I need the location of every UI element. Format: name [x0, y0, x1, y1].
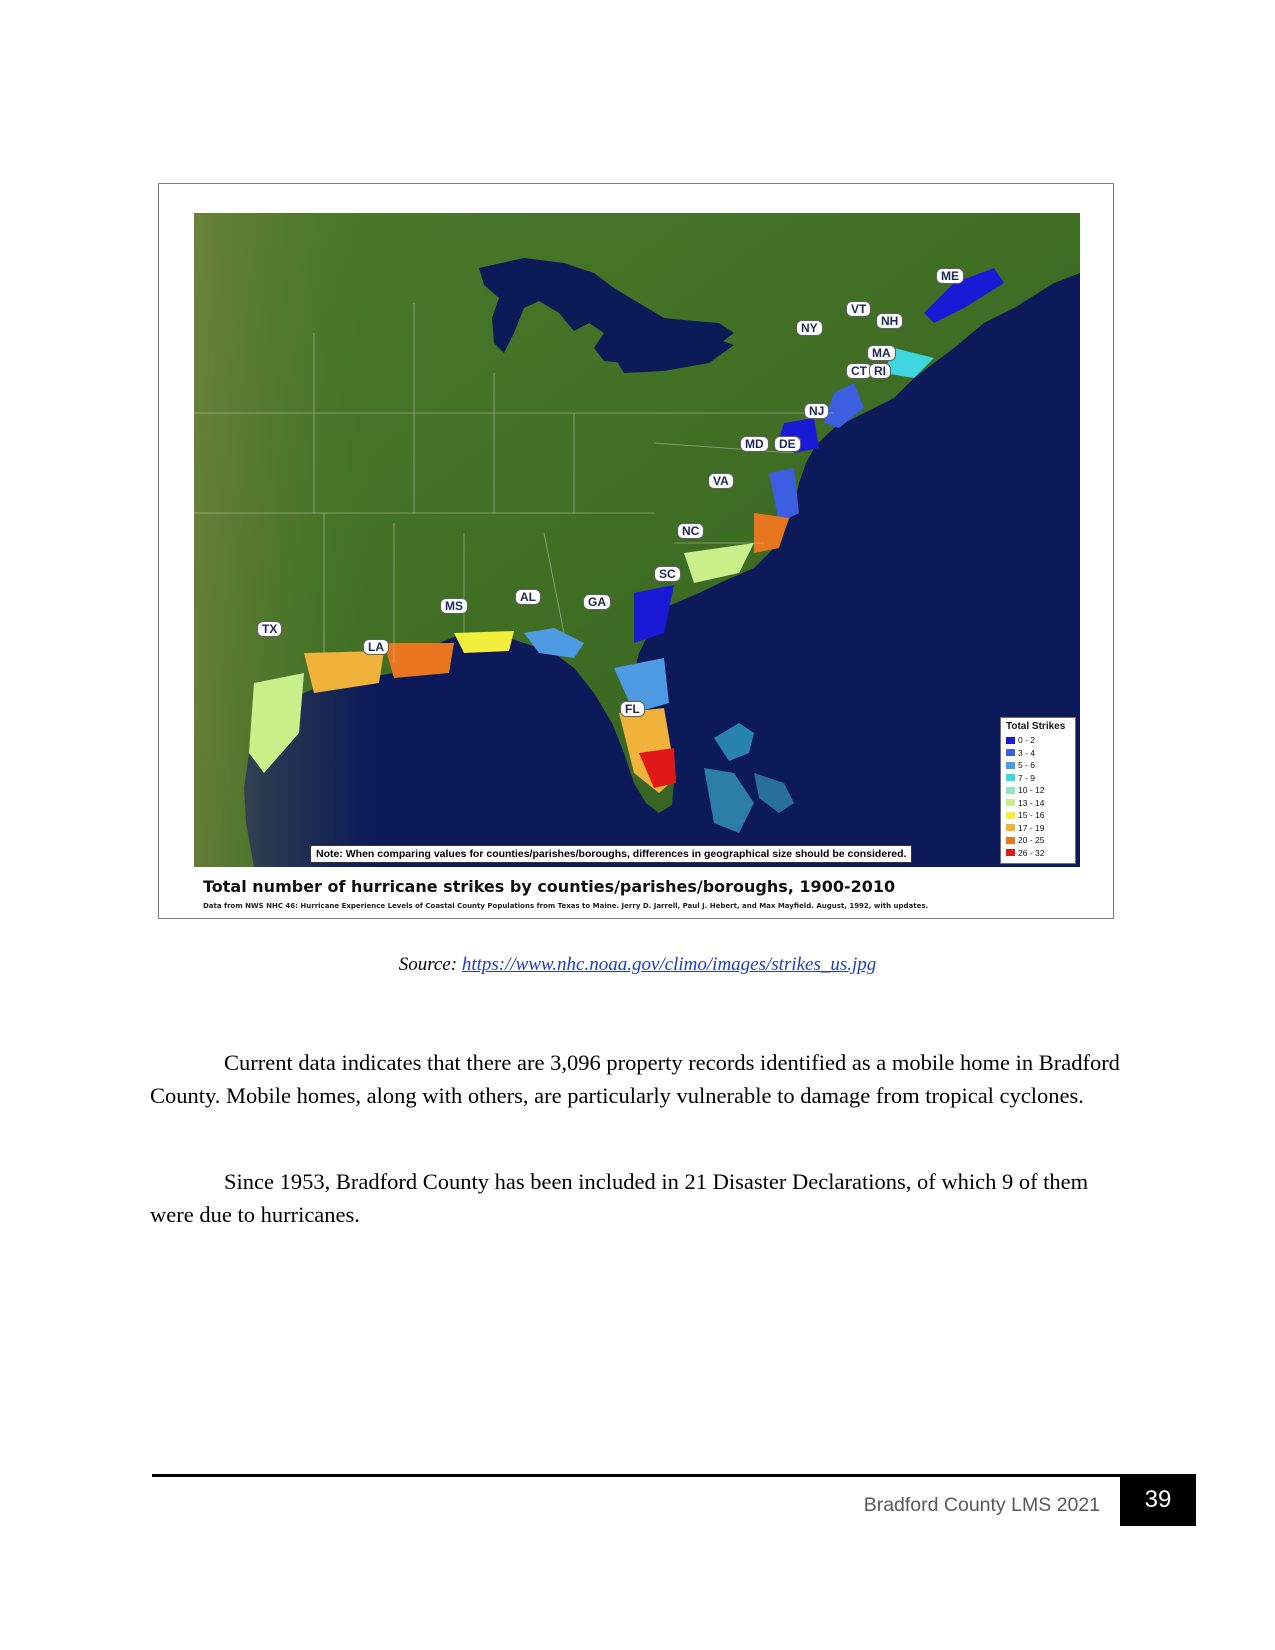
legend-label: 3 - 4 — [1018, 747, 1036, 758]
state-label-nh: NH — [876, 313, 903, 329]
state-label-nc: NC — [677, 523, 704, 539]
legend-swatch — [1006, 824, 1015, 831]
state-label-ny: NY — [796, 320, 823, 336]
legend-label: 17 - 19 — [1018, 822, 1045, 833]
figure-title: Total number of hurricane strikes by counties/parishes/boroughs, 1900-2010 — [203, 877, 896, 896]
legend-title: Total Strikes — [1006, 721, 1066, 732]
footer-document-title: Bradford County LMS 2021 — [863, 1494, 1100, 1516]
figure-subtitle: Data from NWS NHC 46: Hurricane Experience Levels of Coastal County Populations from Texas to Maine. Jerry D. Jarrell, Paul J. Hebert, and Max Mayfield. August, 1992, with updates. — [203, 902, 929, 910]
legend-item — [1006, 734, 1070, 747]
state-label-la: LA — [363, 639, 389, 655]
state-label-ga: GA — [583, 594, 611, 610]
legend-swatch — [1006, 849, 1015, 856]
legend-item — [1006, 847, 1070, 860]
figure-source — [0, 954, 1275, 976]
legend-item — [1006, 759, 1070, 772]
legend-label: 13 - 14 — [1018, 797, 1045, 808]
state-label-al: AL — [515, 589, 541, 605]
legend-label: 7 - 9 — [1018, 772, 1036, 783]
legend-label: 20 - 25 — [1018, 835, 1045, 846]
legend-label: 15 - 16 — [1018, 810, 1045, 821]
state-label-ms: MS — [440, 598, 468, 614]
state-label-ri: RI — [869, 363, 891, 379]
state-label-me: ME — [936, 268, 964, 284]
source-link[interactable]: https://www.nhc.noaa.gov/climo/images/strikes_us.jpg — [461, 954, 877, 975]
legend-item — [1006, 772, 1070, 785]
state-label-tx: TX — [257, 621, 282, 637]
state-label-nj: NJ — [804, 403, 829, 419]
legend-swatch — [1006, 787, 1015, 794]
legend-swatch — [1006, 812, 1015, 819]
state-label-ma: MA — [867, 345, 896, 361]
legend-label: 26 - 32 — [1018, 847, 1045, 858]
footer-divider — [152, 1474, 1120, 1477]
body-paragraph: Since 1953, Bradford County has been included in 21 Disaster Declarations, of which 9 of them were due to hurricanes. — [150, 1169, 1089, 1227]
legend-item — [1006, 784, 1070, 797]
legend-swatch — [1006, 799, 1015, 806]
legend-swatch — [1006, 837, 1015, 844]
legend-swatch — [1006, 737, 1015, 744]
source-prefix: Source: — [398, 954, 458, 975]
page-number: 39 — [1120, 1474, 1196, 1526]
map-legend — [1000, 717, 1076, 864]
legend-swatch — [1006, 749, 1015, 756]
legend-item — [1006, 747, 1070, 760]
legend-item — [1006, 809, 1070, 822]
figure-frame — [158, 183, 1114, 919]
legend-label: 0 - 2 — [1018, 735, 1036, 746]
state-label-va: VA — [708, 473, 734, 489]
legend-swatch — [1006, 774, 1015, 781]
state-label-vt: VT — [846, 301, 871, 317]
legend-item — [1006, 834, 1070, 847]
state-label-ct: CT — [846, 363, 872, 379]
state-label-md: MD — [740, 436, 769, 452]
legend-swatch — [1006, 762, 1015, 769]
state-label-sc: SC — [654, 566, 681, 582]
legend-label: 10 - 12 — [1018, 785, 1045, 796]
state-label-de: DE — [774, 436, 801, 452]
hurricane-strikes-map — [194, 213, 1080, 867]
legend-item — [1006, 822, 1070, 835]
map-note: Note: When comparing values for counties/parishes/boroughs, differences in geographical size should be considered. — [310, 845, 912, 863]
legend-label: 5 - 6 — [1018, 760, 1036, 771]
legend-item — [1006, 797, 1070, 810]
body-paragraph: Current data indicates that there are 3,096 property records identified as a mobile home in Bradford County. Mobile homes, along with others, are particularly vulnerable to damage from tropical cyclones. — [150, 1050, 1120, 1108]
state-label-fl: FL — [620, 701, 645, 717]
